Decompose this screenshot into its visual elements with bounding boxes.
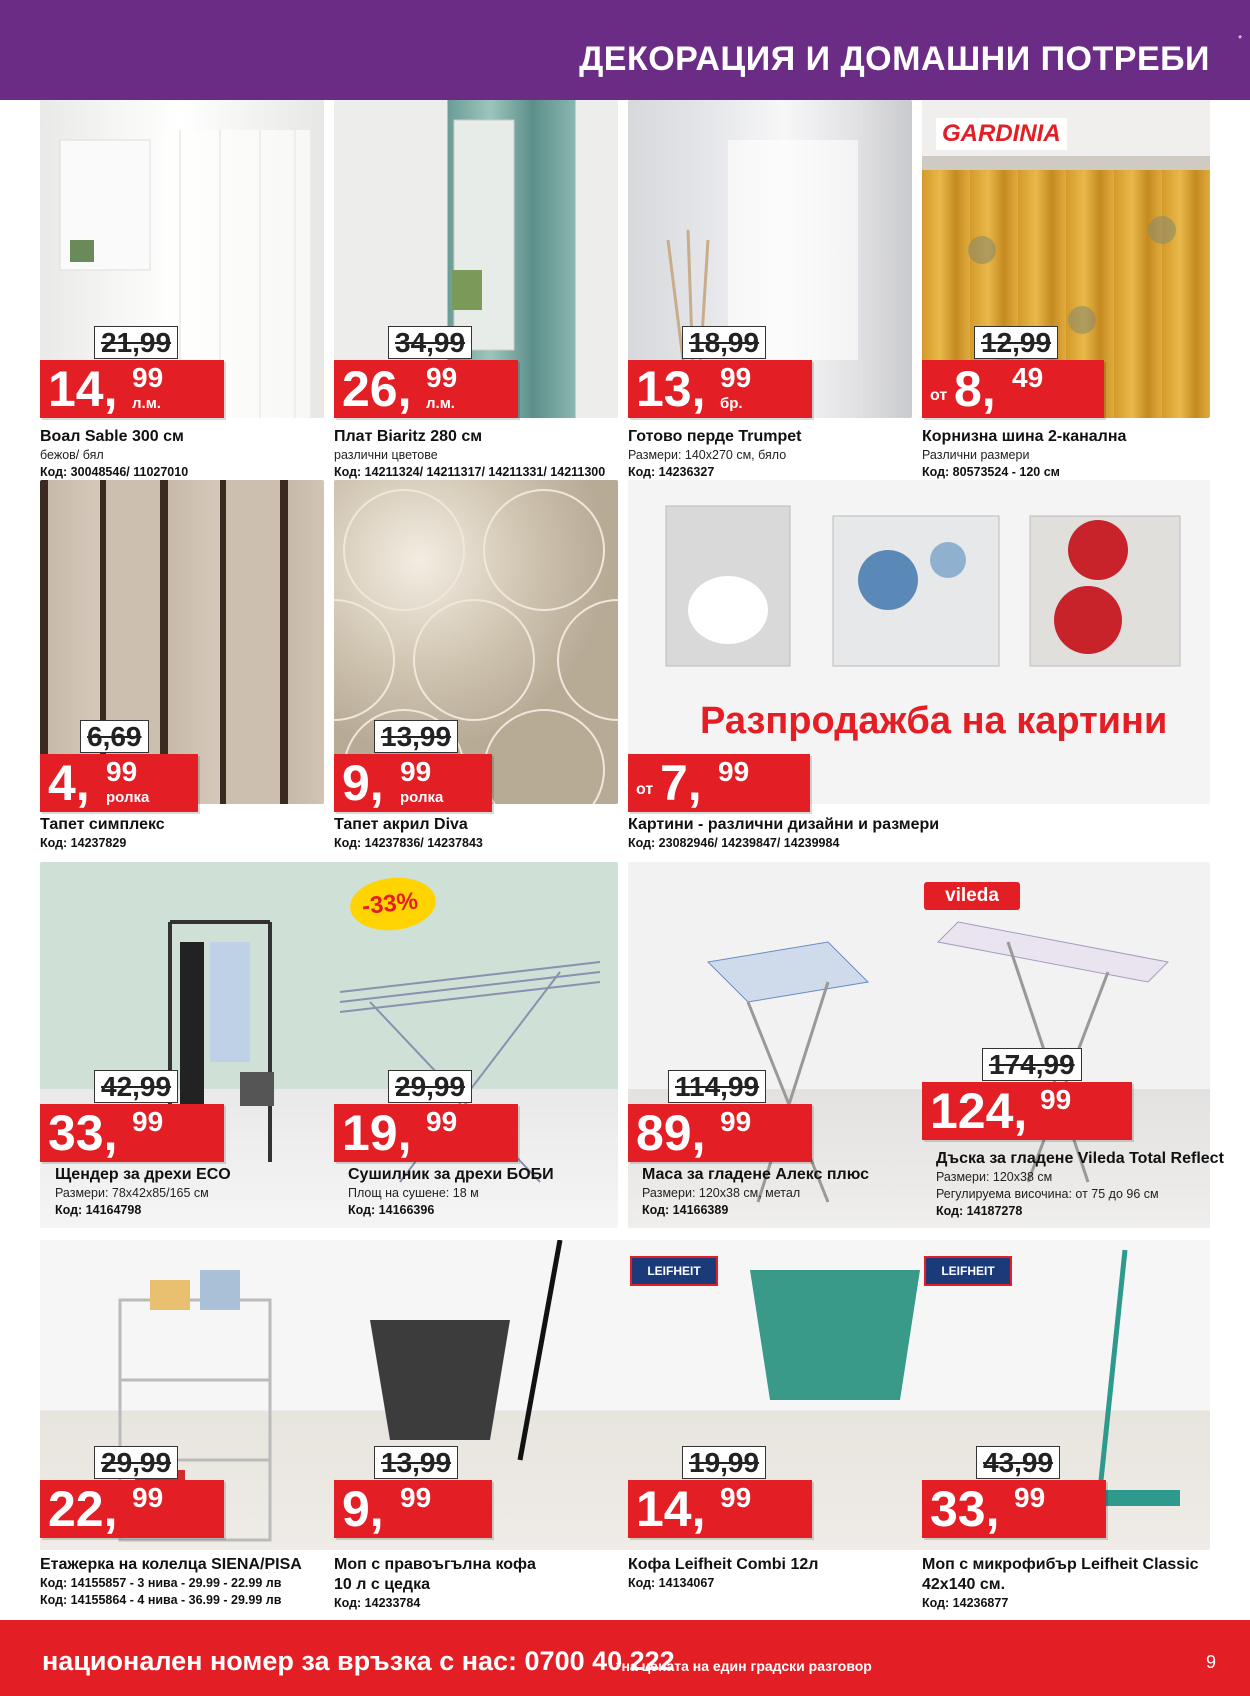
price-main: 14, (48, 361, 118, 417)
product-details-shina: Различни размери (922, 448, 1030, 462)
price-cents: 99 (720, 362, 752, 393)
leifheit-logo-2: LEIFHEIT (924, 1256, 1012, 1286)
old-price-shina: 12,99 (974, 326, 1058, 359)
product-name-tapet1: Тапет симплекс (40, 816, 165, 833)
product-name-perde: Готово перде Trumpet (628, 428, 802, 445)
price-cents: 99 (1040, 1084, 1072, 1115)
product-details-daska: Размери: 120х38 см (936, 1170, 1053, 1184)
price-from-label: от (930, 387, 948, 404)
product-code-masa: Код: 14166389 (642, 1203, 729, 1217)
product-name2-mop2: 42х140 см. (922, 1576, 1006, 1593)
new-price-sushilnik (334, 1104, 518, 1162)
product-code-shtender: Код: 14164798 (55, 1203, 142, 1217)
price-cents: 99 (718, 756, 750, 787)
product-name-sushilnik: Сушилник за дрехи БОБИ (348, 1166, 554, 1183)
price-unit: л.м. (132, 395, 161, 412)
hotline-text: национален номер за връзка с нас: 0700 40 222 (42, 1646, 675, 1676)
new-price-shina (922, 360, 1104, 418)
price-cents: 49 (1012, 362, 1044, 393)
section-title: ДЕКОРАЦИЯ И ДОМАШНИ ПОТРЕБИ (579, 40, 1210, 78)
old-price-daska: 174,99 (982, 1048, 1082, 1081)
old-price-perde: 18,99 (682, 326, 766, 359)
new-price-kofa (628, 1480, 812, 1538)
new-price-tapet1 (40, 754, 198, 812)
old-price-kofa: 19,99 (682, 1446, 766, 1479)
price-unit: ролка (106, 789, 150, 806)
hotline-note: *на цената на един градски разговор (616, 1658, 872, 1674)
product-code-plat: Код: 14211324/ 14211317/ 14211331/ 14211300 (334, 465, 606, 479)
price-main: 4, (48, 755, 90, 811)
gardinia-logo: GARDINIA (936, 118, 1067, 150)
product-name-kartini: Картини - различни дизайни и размери (628, 816, 940, 833)
product-name-shina: Корнизна шина 2-канална (922, 428, 1127, 445)
new-price-perde (628, 360, 812, 418)
old-price-shtender: 42,99 (94, 1070, 178, 1103)
old-price-sushilnik: 29,99 (388, 1070, 472, 1103)
new-price-shtender (40, 1104, 224, 1162)
old-price-voal: 21,99 (94, 326, 178, 359)
page-header (0, 0, 1250, 100)
new-price-daska (922, 1082, 1132, 1140)
product-name-masa: Маса за гладене Алекс плюс (642, 1166, 870, 1183)
new-price-etajerka (40, 1480, 224, 1538)
price-cents: 99 (1014, 1482, 1046, 1513)
price-main: 8, (954, 361, 996, 417)
old-price-tapet1: 6,69 (80, 720, 149, 753)
price-main: 19, (342, 1105, 412, 1161)
price-main: 7, (660, 755, 702, 811)
product-details-shtender: Размери: 78х42х85/165 см (55, 1186, 209, 1200)
product-name-kofa: Кофа Leifheit Combi 12л (628, 1556, 819, 1573)
product-code-daska: Код: 14187278 (936, 1204, 1023, 1218)
price-cents: 99 (106, 756, 138, 787)
product-code-kofa: Код: 14134067 (628, 1576, 715, 1590)
product-details-perde: Размери: 140х270 см, бяло (628, 448, 787, 462)
page-number: 9 (1205, 1652, 1216, 1672)
product-name-shtender: Щендер за дрехи ECO (55, 1166, 231, 1183)
price-main: 26, (342, 361, 412, 417)
product-code-sushilnik: Код: 14166396 (348, 1203, 435, 1217)
price-cents: 99 (132, 1106, 164, 1137)
price-main: 33, (48, 1105, 118, 1161)
leifheit-logo-1: LEIFHEIT (630, 1256, 718, 1286)
product-code-tapet2: Код: 14237836/ 14237843 (334, 836, 483, 850)
product-details-masa: Размери: 120х38 см, метал (642, 1186, 801, 1200)
new-price-tapet2 (334, 754, 492, 812)
price-main: 9, (342, 755, 384, 811)
price-main: 13, (636, 361, 706, 417)
price-cents: 99 (720, 1106, 752, 1137)
new-price-mop1 (334, 1480, 492, 1538)
header-mark: * (1238, 34, 1242, 45)
product-code2-etajerka: Код: 14155864 - 4 нива - 36.99 - 29.99 лв (40, 1593, 282, 1607)
new-price-mop2 (922, 1480, 1106, 1538)
product-code-shina: Код: 80573524 - 120 см (922, 465, 1060, 479)
price-cents: 99 (400, 1482, 432, 1513)
product-details2-daska: Регулируема височина: от 75 до 96 см (936, 1187, 1159, 1201)
product-details-voal: бежов/ бял (40, 448, 104, 462)
product-name-mop1: Моп с правоъгълна кофа (334, 1556, 536, 1573)
new-price-masa (628, 1104, 812, 1162)
new-price-voal (40, 360, 224, 418)
price-main: 124, (930, 1083, 1028, 1139)
product-name-voal: Воал Sable 300 см (40, 428, 184, 445)
price-main: 22, (48, 1481, 118, 1537)
vileda-logo: vileda (924, 882, 1020, 910)
price-from-label: от (636, 781, 654, 798)
old-price-mop2: 43,99 (976, 1446, 1060, 1479)
price-cents: 99 (132, 362, 164, 393)
price-cents: 99 (426, 362, 458, 393)
price-main: 14, (636, 1481, 706, 1537)
product-name-daska: Дъска за гладене Vileda Total Reflect (936, 1150, 1224, 1167)
old-price-plat: 34,99 (388, 326, 472, 359)
old-price-masa: 114,99 (668, 1070, 766, 1103)
price-cents: 99 (400, 756, 432, 787)
price-unit: ролка (400, 789, 444, 806)
product-name2-mop1: 10 л с цедка (334, 1576, 430, 1593)
new-price-plat (334, 360, 518, 418)
price-main: 33, (930, 1481, 1000, 1537)
product-details-plat: различни цветове (334, 448, 438, 462)
price-cents: 99 (426, 1106, 458, 1137)
old-price-mop1: 13,99 (374, 1446, 458, 1479)
sale-title: Разпродажба на картини (700, 700, 1168, 742)
page-footer (0, 1620, 1250, 1696)
product-code-mop1: Код: 14233784 (334, 1596, 421, 1610)
old-price-etajerka: 29,99 (94, 1446, 178, 1479)
price-cents: 99 (720, 1482, 752, 1513)
price-unit: л.м. (426, 395, 455, 412)
discount-label: -33% (360, 887, 420, 921)
price-main: 9, (342, 1481, 384, 1537)
old-price-tapet2: 13,99 (374, 720, 458, 753)
product-name-plat: Плат Biaritz 280 см (334, 428, 483, 445)
product-code-etajerka: Код: 14155857 - 3 нива - 29.99 - 22.99 лв (40, 1576, 282, 1590)
price-main: 89, (636, 1105, 706, 1161)
product-code-tapet1: Код: 14237829 (40, 836, 127, 850)
product-code-kartini: Код: 23082946/ 14239847/ 14239984 (628, 836, 840, 850)
product-name-mop2: Моп с микрофибър Leifheit Classic (922, 1556, 1199, 1573)
product-code-perde: Код: 14236327 (628, 465, 715, 479)
price-unit: бр. (720, 395, 743, 412)
product-name-tapet2: Тапет акрил Diva (334, 816, 468, 833)
new-price-kartini (628, 754, 810, 812)
product-code-voal: Код: 30048546/ 11027010 (40, 465, 189, 479)
product-details-sushilnik: Площ на сушене: 18 м (348, 1186, 479, 1200)
price-cents: 99 (132, 1482, 164, 1513)
product-name-etajerka: Етажерка на колелца SIENA/PISA (40, 1556, 302, 1573)
product-code-mop2: Код: 14236877 (922, 1596, 1009, 1610)
